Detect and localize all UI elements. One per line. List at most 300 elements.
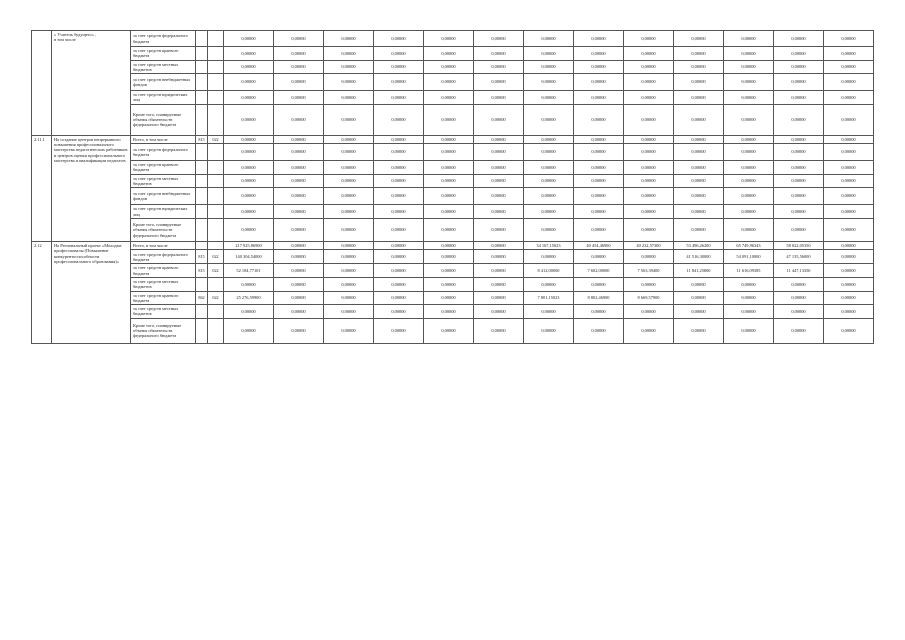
amount-cell: 0,00000 [674, 91, 724, 105]
amount-cell: 0,00000 [474, 305, 524, 319]
amount-cell: 0,00000 [224, 135, 274, 143]
amount-cell: 0,00000 [574, 277, 624, 291]
amount-cell: 0,00000 [324, 104, 374, 135]
amount-cell: 0,00000 [274, 264, 324, 278]
amount-cell: 8 412,00000 [524, 264, 574, 278]
budget-table [31, 30, 874, 344]
amount-cell: 0,00000 [774, 277, 824, 291]
section-code [208, 277, 224, 291]
amount-cell: 0,00000 [524, 188, 574, 205]
amount-cell: 0,00000 [374, 47, 424, 61]
amount-cell: 0,00000 [724, 160, 774, 174]
amount-cell: 34 167,15023 [524, 242, 574, 250]
amount-cell: 0,00000 [724, 205, 774, 219]
amount-cell: 0,00000 [624, 188, 674, 205]
amount-cell: 41 516,30000 [674, 250, 724, 264]
grbs-code [196, 219, 208, 242]
amount-cell: 0,00000 [574, 219, 624, 242]
amount-cell: 0,00000 [724, 291, 774, 305]
amount-cell: 0,00000 [224, 318, 274, 343]
amount-cell: 0,00000 [474, 143, 524, 160]
table-row [32, 205, 874, 219]
amount-cell: 0,00000 [524, 135, 574, 143]
amount-cell: 0,00000 [724, 31, 774, 47]
amount-cell: 0,00000 [324, 250, 374, 264]
amount-cell: 0,00000 [374, 143, 424, 160]
amount-cell: 0,00000 [624, 91, 674, 105]
funding-source: за счет средств краевого бюджета [131, 264, 196, 278]
amount-cell: 0,00000 [824, 135, 874, 143]
amount-cell: 7 563,39400 [624, 264, 674, 278]
amount-cell: 0,00000 [624, 305, 674, 319]
section-code [208, 242, 224, 250]
table-row [32, 250, 874, 264]
amount-cell: 0,00000 [324, 318, 374, 343]
amount-cell: 0,00000 [324, 74, 374, 91]
amount-cell: 0,00000 [224, 31, 274, 47]
amount-cell: 0,00000 [474, 104, 524, 135]
amount-cell: 11 616,09385 [724, 264, 774, 278]
amount-cell: 0,00000 [324, 143, 374, 160]
amount-cell: 0,00000 [574, 74, 624, 91]
amount-cell: 0,00000 [574, 47, 624, 61]
amount-cell: 0,00000 [374, 104, 424, 135]
amount-cell: 0,00000 [774, 91, 824, 105]
amount-cell: 0,00000 [824, 250, 874, 264]
amount-cell: 0,00000 [774, 31, 824, 47]
amount-cell: 0,00000 [274, 250, 324, 264]
amount-cell: 0,00000 [274, 305, 324, 319]
amount-cell: 0,00000 [374, 188, 424, 205]
amount-cell: 0,00000 [374, 205, 424, 219]
amount-cell: 0,00000 [574, 318, 624, 343]
funding-source: за счет средств внебюджетных фондов [131, 74, 196, 91]
amount-cell: 0,00000 [474, 318, 524, 343]
amount-cell: 0,00000 [224, 104, 274, 135]
amount-cell: 0,00000 [374, 219, 424, 242]
amount-cell: 0,00000 [274, 104, 324, 135]
amount-cell: 0,00000 [724, 74, 774, 91]
amount-cell: 0,00000 [674, 291, 724, 305]
amount-cell: 0,00000 [824, 143, 874, 160]
amount-cell: 0,00000 [424, 242, 474, 250]
amount-cell: 0,00000 [524, 205, 574, 219]
amount-cell: 0,00000 [524, 305, 574, 319]
amount-cell: 0,00000 [724, 318, 774, 343]
amount-cell: 0,00000 [774, 60, 824, 74]
amount-cell: 0,00000 [624, 205, 674, 219]
amount-cell: 0,00000 [324, 305, 374, 319]
amount-cell: 0,00000 [824, 277, 874, 291]
amount-cell: 0,00000 [524, 91, 574, 105]
amount-cell: 0,00000 [374, 242, 424, 250]
item-number: 2.12 [32, 242, 52, 344]
amount-cell: 0,00000 [224, 60, 274, 74]
table-row [32, 188, 874, 205]
amount-cell: 0,00000 [574, 143, 624, 160]
amount-cell: 0,00000 [824, 305, 874, 319]
table-row [32, 135, 874, 143]
amount-cell: 0,00000 [774, 143, 824, 160]
amount-cell: 0,00000 [474, 291, 524, 305]
amount-cell: 0,00000 [474, 60, 524, 74]
amount-cell: 0,00000 [774, 305, 824, 319]
amount-cell: 0,00000 [474, 74, 524, 91]
amount-cell: 0,00000 [824, 205, 874, 219]
grbs-code [196, 160, 208, 174]
amount-cell: 0,00000 [224, 74, 274, 91]
amount-cell: 47 135,56000 [774, 250, 824, 264]
amount-cell: 0,00000 [774, 174, 824, 188]
amount-cell: 0,00000 [624, 60, 674, 74]
grbs-code [196, 174, 208, 188]
grbs-code: 815 [196, 250, 208, 264]
amount-cell: 0,00000 [374, 305, 424, 319]
amount-cell: 0,00000 [674, 205, 724, 219]
amount-cell: 0,00000 [224, 47, 274, 61]
funding-source: за счет средств краевого бюджета [131, 47, 196, 61]
amount-cell: 7 602,00000 [574, 264, 624, 278]
amount-cell: 0,00000 [674, 174, 724, 188]
amount-cell: 0,00000 [424, 291, 474, 305]
amount-cell: 0,00000 [824, 291, 874, 305]
funding-source: за счет средств юридических лиц [131, 91, 196, 105]
amount-cell: 0,00000 [424, 219, 474, 242]
grbs-code: 815 [196, 264, 208, 278]
amount-cell: 0,00000 [474, 47, 524, 61]
amount-cell: 0,00000 [824, 74, 874, 91]
amount-cell: 0,00000 [424, 74, 474, 91]
table-row [32, 31, 874, 47]
section-code [208, 91, 224, 105]
amount-cell: 0,00000 [274, 174, 324, 188]
amount-cell: 0,00000 [374, 31, 424, 47]
amount-cell: 0,00000 [474, 205, 524, 219]
table-row [32, 277, 874, 291]
amount-cell: 0,00000 [274, 31, 324, 47]
amount-cell: 0,00000 [774, 291, 824, 305]
amount-cell: 0,00000 [424, 47, 474, 61]
amount-cell: 0,00000 [674, 104, 724, 135]
amount-cell: 0,00000 [674, 277, 724, 291]
item-name: На Региональный проект «Молодые профессионалы (Повышение конкурентоспособности профессионального образования)» [52, 242, 131, 344]
funding-source: за счет средств краевого бюджета [131, 291, 196, 305]
grbs-code: 815 [196, 135, 208, 143]
amount-cell: 0,00000 [674, 47, 724, 61]
amount-cell: 0,00000 [574, 31, 624, 47]
amount-cell: 0,00000 [274, 60, 324, 74]
amount-cell: 0,00000 [274, 188, 324, 205]
amount-cell: 0,00000 [624, 74, 674, 91]
amount-cell: 0,00000 [724, 174, 774, 188]
amount-cell: 0,00000 [574, 135, 624, 143]
grbs-code: 862 [196, 291, 208, 305]
amount-cell: 0,00000 [824, 174, 874, 188]
amount-cell: 58 022,05350 [774, 242, 824, 250]
section-code [208, 188, 224, 205]
amount-cell: 0,00000 [774, 219, 824, 242]
amount-cell: 0,00000 [374, 91, 424, 105]
funding-source: Всего, в том числе [131, 242, 196, 250]
amount-cell: 65 749,96343 [724, 242, 774, 250]
amount-cell: 0,00000 [824, 47, 874, 61]
amount-cell: 0,00000 [274, 143, 324, 160]
amount-cell: 0,00000 [374, 74, 424, 91]
section-code [208, 31, 224, 47]
amount-cell: 0,00000 [324, 277, 374, 291]
amount-cell: 0,00000 [624, 135, 674, 143]
item-number: 2.11.1 [32, 135, 52, 241]
table-row [32, 318, 874, 343]
table-row [32, 60, 874, 74]
amount-cell: 0,00000 [624, 318, 674, 343]
section-code [208, 104, 224, 135]
table-row [32, 291, 874, 305]
amount-cell: 0,00000 [724, 219, 774, 242]
grbs-code [196, 205, 208, 219]
amount-cell: 0,00000 [324, 174, 374, 188]
amount-cell: 0,00000 [324, 135, 374, 143]
funding-source: за счет средств федерального бюджета [131, 31, 196, 47]
table-row [32, 219, 874, 242]
funding-source: за счет средств внебюджетных фондов [131, 188, 196, 205]
amount-cell: 0,00000 [324, 264, 374, 278]
amount-cell: 0,00000 [524, 60, 574, 74]
table-row [32, 174, 874, 188]
section-code: 022 [208, 135, 224, 143]
amount-cell: 0,00000 [524, 74, 574, 91]
section-code: 022 [208, 291, 224, 305]
amount-cell: 0,00000 [424, 135, 474, 143]
funding-source: за счет средств местных бюджетов [131, 60, 196, 74]
amount-cell: 0,00000 [574, 174, 624, 188]
amount-cell: 0,00000 [424, 104, 474, 135]
amount-cell: 40 232,57300 [624, 242, 674, 250]
amount-cell: 0,00000 [374, 291, 424, 305]
amount-cell: 140 304,54000 [224, 250, 274, 264]
table-row [32, 143, 874, 160]
amount-cell: 0,00000 [424, 143, 474, 160]
amount-cell: 0,00000 [624, 160, 674, 174]
item-name: « Учитель будущего» , в том числе [52, 31, 131, 136]
amount-cell: 0,00000 [224, 174, 274, 188]
table-row [32, 104, 874, 135]
amount-cell: 0,00000 [674, 219, 724, 242]
amount-cell: 0,00000 [624, 143, 674, 160]
amount-cell: 0,00000 [824, 160, 874, 174]
grbs-code [196, 305, 208, 319]
table-row [32, 242, 874, 250]
table-row [32, 74, 874, 91]
amount-cell: 11 841,25800 [674, 264, 724, 278]
amount-cell: 0,00000 [674, 135, 724, 143]
section-code [208, 143, 224, 160]
amount-cell: 53 496,26200 [674, 242, 724, 250]
section-code [208, 47, 224, 61]
section-code [208, 74, 224, 91]
funding-source: за счет средств местных бюджетов [131, 174, 196, 188]
amount-cell: 0,00000 [324, 47, 374, 61]
amount-cell: 0,00000 [824, 188, 874, 205]
amount-cell: 0,00000 [724, 47, 774, 61]
amount-cell: 0,00000 [324, 219, 374, 242]
amount-cell: 0,00000 [474, 242, 524, 250]
amount-cell: 0,00000 [274, 242, 324, 250]
amount-cell: 0,00000 [674, 160, 724, 174]
amount-cell: 0,00000 [474, 160, 524, 174]
amount-cell: 25 276,59900 [224, 291, 274, 305]
amount-cell: 0,00000 [774, 135, 824, 143]
table-row [32, 91, 874, 105]
grbs-code [196, 60, 208, 74]
amount-cell: 0,00000 [774, 188, 824, 205]
section-code [208, 219, 224, 242]
amount-cell: 0,00000 [624, 219, 674, 242]
amount-cell: 0,00000 [424, 305, 474, 319]
amount-cell: 0,00000 [724, 60, 774, 74]
amount-cell: 0,00000 [724, 143, 774, 160]
amount-cell: 0,00000 [524, 143, 574, 160]
amount-cell: 0,00000 [324, 205, 374, 219]
amount-cell: 0,00000 [224, 205, 274, 219]
amount-cell: 0,00000 [474, 174, 524, 188]
amount-cell: 0,00000 [774, 318, 824, 343]
amount-cell: 40 454,46900 [574, 242, 624, 250]
amount-cell: 0,00000 [724, 188, 774, 205]
amount-cell: 0,00000 [624, 250, 674, 264]
amount-cell: 0,00000 [774, 160, 824, 174]
amount-cell: 0,00000 [824, 219, 874, 242]
amount-cell: 0,00000 [474, 250, 524, 264]
amount-cell: 0,00000 [774, 104, 824, 135]
funding-source: Кроме того, планируемые объемы обязательств федерального бюджета [131, 318, 196, 343]
amount-cell: 0,00000 [674, 318, 724, 343]
amount-cell: 0,00000 [374, 60, 424, 74]
grbs-code [196, 47, 208, 61]
grbs-code [196, 188, 208, 205]
amount-cell: 0,00000 [224, 143, 274, 160]
section-code [208, 160, 224, 174]
section-code [208, 318, 224, 343]
amount-cell: 0,00000 [474, 135, 524, 143]
amount-cell: 0,00000 [674, 188, 724, 205]
amount-cell: 0,00000 [424, 318, 474, 343]
amount-cell: 0,00000 [424, 174, 474, 188]
amount-cell: 0,00000 [524, 47, 574, 61]
amount-cell: 0,00000 [424, 160, 474, 174]
amount-cell: 0,00000 [424, 205, 474, 219]
item-name: На создание центров непрерывного повышения профессионального мастерства педагогических работников и центров оценки профессионального мастерства и квалификации педагогов [52, 135, 131, 241]
amount-cell: 0,00000 [524, 219, 574, 242]
amount-cell: 0,00000 [574, 91, 624, 105]
section-code [208, 205, 224, 219]
amount-cell: 0,00000 [274, 277, 324, 291]
funding-source: за счет средств юридических лиц [131, 205, 196, 219]
amount-cell: 0,00000 [824, 318, 874, 343]
amount-cell: 0,00000 [274, 219, 324, 242]
amount-cell: 0,00000 [674, 143, 724, 160]
grbs-code [196, 31, 208, 47]
amount-cell: 0,00000 [424, 264, 474, 278]
amount-cell: 0,00000 [474, 219, 524, 242]
amount-cell: 0,00000 [274, 318, 324, 343]
amount-cell: 0,00000 [524, 174, 574, 188]
amount-cell: 0,00000 [324, 160, 374, 174]
amount-cell: 0,00000 [274, 135, 324, 143]
amount-cell: 0,00000 [474, 91, 524, 105]
amount-cell: 0,00000 [824, 104, 874, 135]
amount-cell: 0,00000 [724, 277, 774, 291]
amount-cell: 0,00000 [824, 264, 874, 278]
amount-cell: 0,00000 [274, 205, 324, 219]
amount-cell: 0,00000 [824, 242, 874, 250]
amount-cell: 0,00000 [824, 91, 874, 105]
amount-cell: 0,00000 [474, 188, 524, 205]
amount-cell: 0,00000 [724, 91, 774, 105]
amount-cell: 0,00000 [574, 305, 624, 319]
amount-cell: 0,00000 [574, 250, 624, 264]
item-number [32, 31, 52, 136]
amount-cell: 0,00000 [274, 91, 324, 105]
amount-cell: 0,00000 [524, 104, 574, 135]
grbs-code [196, 318, 208, 343]
amount-cell: 0,00000 [674, 31, 724, 47]
section-code: 022 [208, 264, 224, 278]
amount-cell: 0,00000 [274, 47, 324, 61]
amount-cell: 0,00000 [424, 277, 474, 291]
section-code: 022 [208, 250, 224, 264]
amount-cell: 7 801,15023 [524, 291, 574, 305]
amount-cell: 8 669,57900 [624, 291, 674, 305]
amount-cell: 0,00000 [324, 188, 374, 205]
amount-cell: 0,00000 [324, 91, 374, 105]
grbs-code [196, 242, 208, 250]
amount-cell: 0,00000 [624, 174, 674, 188]
table-row [32, 305, 874, 319]
amount-cell: 8 802,46900 [574, 291, 624, 305]
amount-cell: 0,00000 [624, 277, 674, 291]
amount-cell: 0,00000 [374, 160, 424, 174]
amount-cell: 0,00000 [574, 188, 624, 205]
funding-source: Всего, в том числе [131, 135, 196, 143]
amount-cell: 0,00000 [474, 264, 524, 278]
amount-cell: 0,00000 [274, 74, 324, 91]
amount-cell: 0,00000 [424, 31, 474, 47]
amount-cell: 0,00000 [724, 104, 774, 135]
amount-cell: 0,00000 [574, 160, 624, 174]
amount-cell: 0,00000 [224, 160, 274, 174]
amount-cell: 0,00000 [674, 305, 724, 319]
funding-source: за счет средств краевого бюджета [131, 160, 196, 174]
amount-cell: 0,00000 [374, 264, 424, 278]
amount-cell: 0,00000 [324, 31, 374, 47]
amount-cell: 0,00000 [224, 188, 274, 205]
section-code [208, 60, 224, 74]
amount-cell: 0,00000 [374, 250, 424, 264]
amount-cell: 54 091,10000 [724, 250, 774, 264]
amount-cell: 0,00000 [574, 205, 624, 219]
table-row [32, 264, 874, 278]
amount-cell: 0,00000 [474, 31, 524, 47]
funding-source: за счет средств местных бюджетов [131, 305, 196, 319]
amount-cell: 0,00000 [224, 91, 274, 105]
amount-cell: 0,00000 [224, 219, 274, 242]
funding-source: за счет средств федерального бюджета [131, 143, 196, 160]
amount-cell: 0,00000 [424, 91, 474, 105]
amount-cell: 0,00000 [524, 31, 574, 47]
amount-cell: 0,00000 [624, 31, 674, 47]
amount-cell: 0,00000 [424, 188, 474, 205]
